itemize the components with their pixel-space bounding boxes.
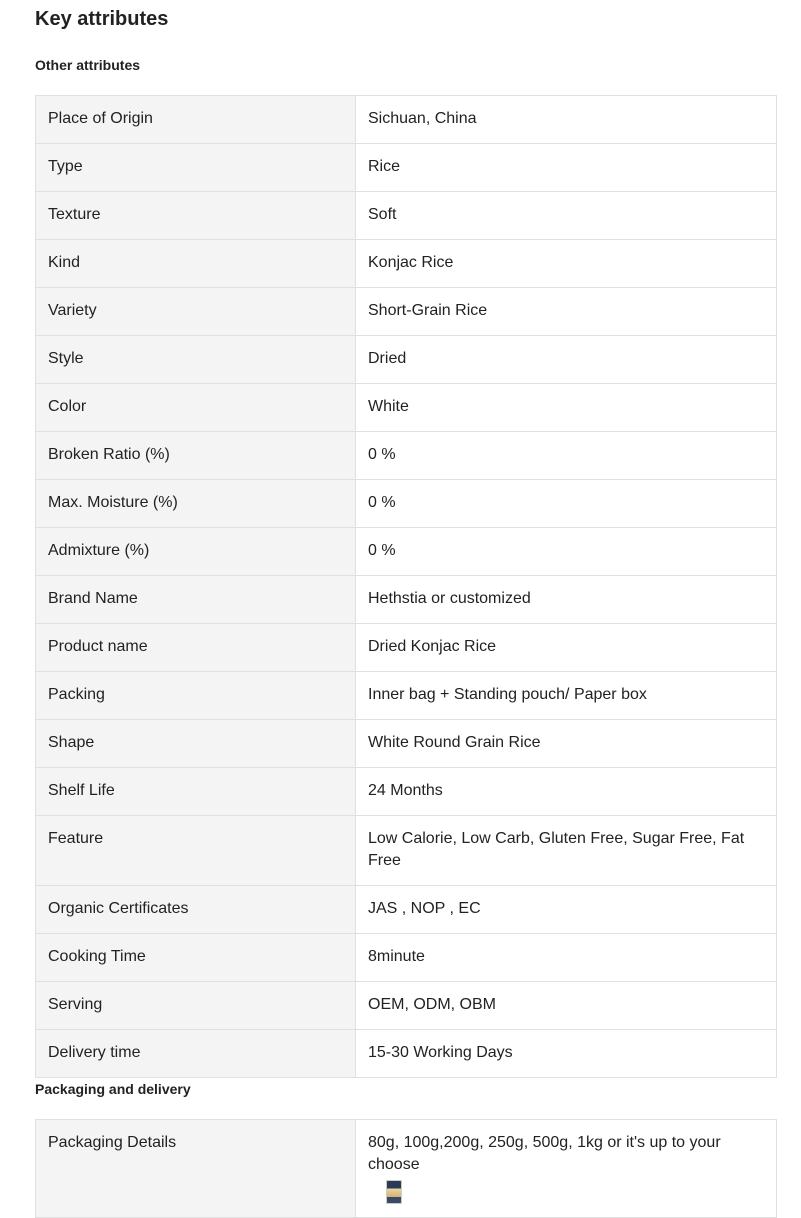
attribute-label: Variety <box>36 288 356 336</box>
attribute-label: Serving <box>36 982 356 1030</box>
product-package-thumbnail-icon[interactable] <box>386 1180 402 1204</box>
attribute-value: Short-Grain Rice <box>356 288 777 336</box>
attribute-value: Rice <box>356 144 777 192</box>
attribute-label: Cooking Time <box>36 934 356 982</box>
page-title: Key attributes <box>35 8 169 30</box>
table-row <box>36 240 777 288</box>
attribute-label: Broken Ratio (%) <box>36 432 356 480</box>
table-row <box>36 288 777 336</box>
attribute-value: Inner bag + Standing pouch/ Paper box <box>356 672 777 720</box>
attribute-value: Sichuan, China <box>356 96 777 144</box>
table-row <box>36 432 777 480</box>
table-row <box>36 192 777 240</box>
attribute-label: Style <box>36 336 356 384</box>
packaging-delivery-heading: Packaging and delivery <box>35 1081 191 1097</box>
table-row <box>36 934 777 982</box>
attribute-label: Product name <box>36 624 356 672</box>
table-row <box>36 672 777 720</box>
table-row <box>36 886 777 934</box>
packaging-table <box>35 1119 777 1218</box>
table-row <box>36 720 777 768</box>
attribute-value: 24 Months <box>356 768 777 816</box>
attribute-value: White <box>356 384 777 432</box>
attribute-value: 0 % <box>356 528 777 576</box>
table-row <box>36 480 777 528</box>
table-row <box>36 384 777 432</box>
attribute-value: Dried <box>356 336 777 384</box>
table-row <box>36 528 777 576</box>
attribute-value: Dried Konjac Rice <box>356 624 777 672</box>
attribute-value: 0 % <box>356 480 777 528</box>
attribute-label: Color <box>36 384 356 432</box>
other-attributes-heading: Other attributes <box>35 57 141 73</box>
attribute-label: Max. Moisture (%) <box>36 480 356 528</box>
table-row <box>36 768 777 816</box>
attribute-label: Feature <box>36 816 356 886</box>
attribute-label: Admixture (%) <box>36 528 356 576</box>
attribute-label: Brand Name <box>36 576 356 624</box>
table-row <box>36 624 777 672</box>
attribute-value: 15-30 Working Days <box>356 1030 777 1078</box>
attribute-label: Type <box>36 144 356 192</box>
table-row <box>36 1120 777 1218</box>
attribute-label: Kind <box>36 240 356 288</box>
attribute-label: Shelf Life <box>36 768 356 816</box>
attribute-value: Soft <box>356 192 777 240</box>
attribute-value: Konjac Rice <box>356 240 777 288</box>
attribute-value: 0 % <box>356 432 777 480</box>
packaging-value-cell <box>356 1120 777 1218</box>
attribute-value: Low Calorie, Low Carb, Gluten Free, Sugar Free, Fat Free <box>356 816 777 886</box>
attribute-label: Place of Origin <box>36 96 356 144</box>
attribute-label: Packing <box>36 672 356 720</box>
packaging-label: Packaging Details <box>36 1120 356 1218</box>
table-row <box>36 336 777 384</box>
attribute-label: Texture <box>36 192 356 240</box>
table-row <box>36 576 777 624</box>
attribute-label: Shape <box>36 720 356 768</box>
attribute-value: OEM, ODM, OBM <box>356 982 777 1030</box>
table-row <box>36 144 777 192</box>
attribute-value: 8minute <box>356 934 777 982</box>
packaging-value: 80g, 100g,200g, 250g, 500g, 1kg or it's up to your choose <box>368 1134 721 1173</box>
table-row <box>36 1030 777 1078</box>
attribute-value: Hethstia or customized <box>356 576 777 624</box>
table-row <box>36 96 777 144</box>
table-row <box>36 982 777 1030</box>
attribute-label: Delivery time <box>36 1030 356 1078</box>
table-row <box>36 816 777 886</box>
attribute-label: Organic Certificates <box>36 886 356 934</box>
attributes-table <box>35 95 777 1078</box>
attribute-value: White Round Grain Rice <box>356 720 777 768</box>
attribute-value: JAS , NOP , EC <box>356 886 777 934</box>
